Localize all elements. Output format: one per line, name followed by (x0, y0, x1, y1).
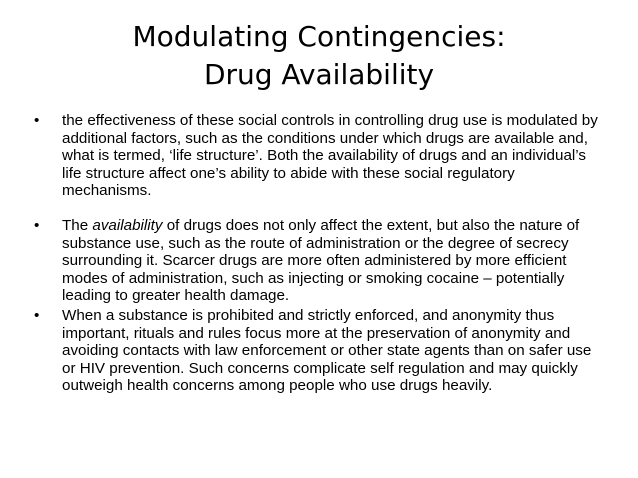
bullet-dot-icon: • (34, 216, 40, 234)
bullet-text (62, 217, 579, 304)
slide-title (30, 18, 608, 94)
bullet-text: the effectiveness of these social controls in controlling drug use is modulated by additional factors, such as the conditions under which drugs are available and, what is termed, ‘life structure’. Both the availability of drugs and an individual’s life structure affect one’s ability to abide with these social regulatory mechanisms. (62, 112, 598, 200)
bullet-item (34, 217, 606, 305)
bullet-text-prefix: The (62, 216, 93, 234)
bullet-text-rest: of drugs does not only affect the extent, but also the nature of substance use, such as the route of administration or the degree of secrecy surrounding it. Scarcer drugs are more often administered by more efficient modes of administration, such as injecting or smoking cocaine – potentially leading to greater health damage. (62, 216, 580, 305)
bullet-text: When a substance is prohibited and strictly enforced, and anonymity thus important, rituals and rules focus more at the preservation of anonymity and avoiding contacts with law enforcement or other state agents than on safer use or HIV prevention. Such concerns complicate self regulation and may quickly outweigh health concerns among people who use drugs heavily. (62, 306, 592, 395)
bullet-dot-icon: • (34, 306, 40, 324)
bullet-list (34, 112, 606, 395)
slide-title-line-1: Modulating Contingencies: (132, 20, 506, 53)
bullet-item (34, 112, 606, 200)
bullet-text-emphasis: availability (92, 216, 163, 234)
bullet-dot-icon: • (34, 112, 40, 129)
bullet-item (34, 307, 606, 395)
slide-title-line-2: Drug Availability (203, 58, 435, 91)
